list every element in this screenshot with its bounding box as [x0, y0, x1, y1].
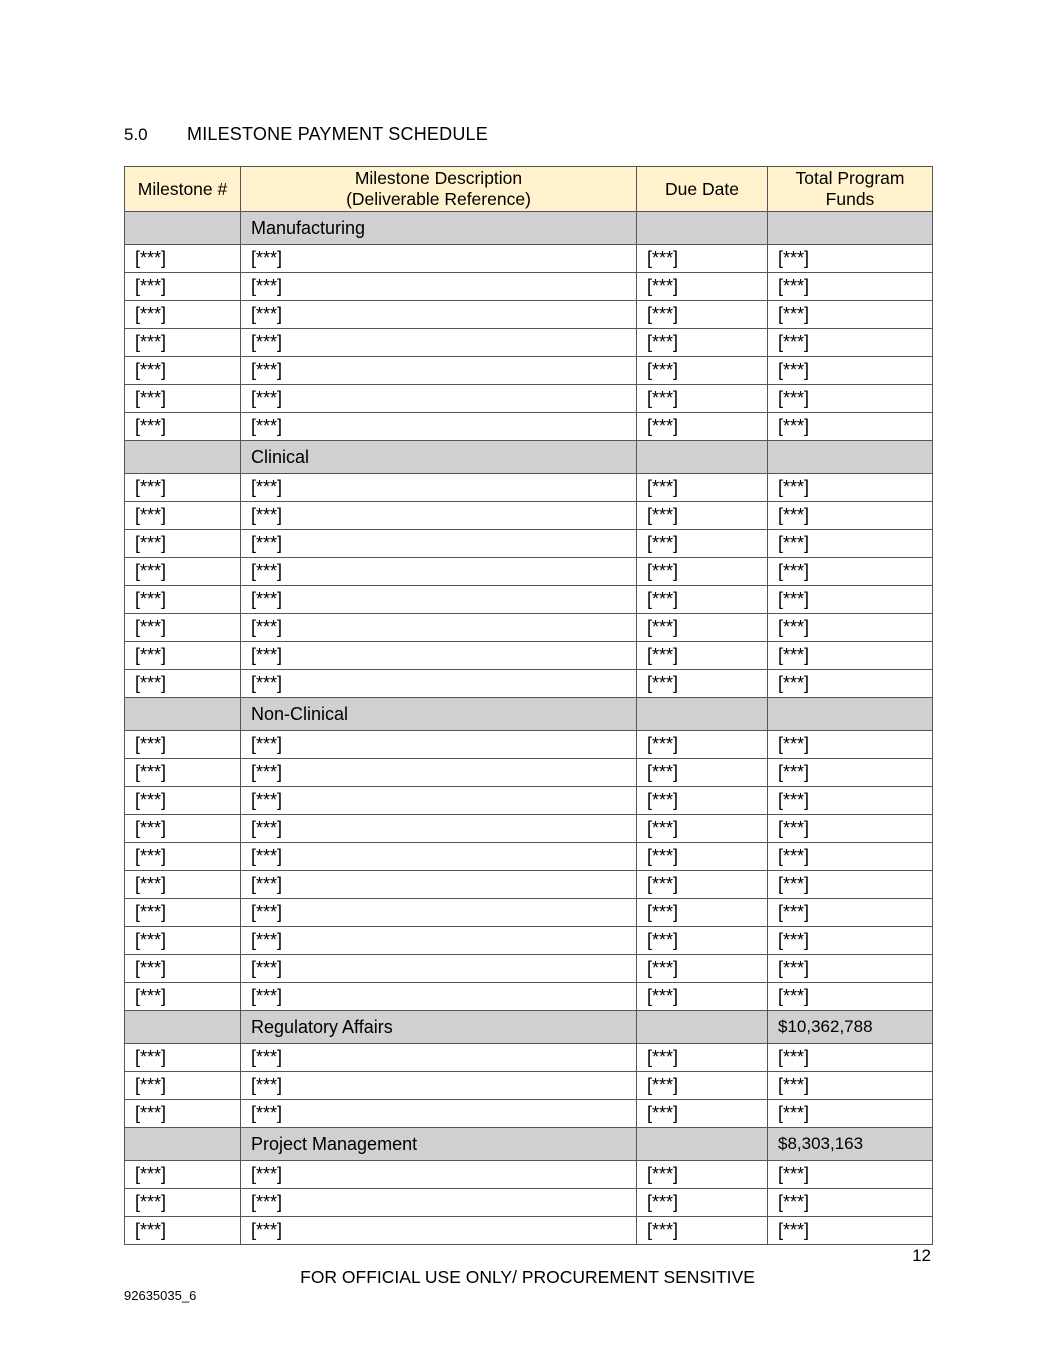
- milestone-cell: [***]: [125, 670, 241, 698]
- section-due-date-cell: [637, 212, 768, 245]
- funds-cell: [***]: [768, 530, 933, 558]
- funds-cell: [***]: [768, 245, 933, 273]
- due-date-cell: [***]: [637, 413, 768, 441]
- description-cell: [***]: [241, 955, 637, 983]
- section-total: [768, 441, 933, 474]
- description-cell: [***]: [241, 474, 637, 502]
- description-cell: [***]: [241, 843, 637, 871]
- milestone-cell: [***]: [125, 1072, 241, 1100]
- due-date-cell: [***]: [637, 558, 768, 586]
- table-row: [125, 731, 933, 759]
- header-due-date: Due Date: [637, 167, 768, 212]
- milestone-cell: [***]: [125, 558, 241, 586]
- due-date-cell: [***]: [637, 1189, 768, 1217]
- funds-cell: [***]: [768, 642, 933, 670]
- table-row: [125, 1072, 933, 1100]
- due-date-cell: [***]: [637, 1217, 768, 1245]
- table-row: [125, 614, 933, 642]
- table-row: [125, 843, 933, 871]
- due-date-cell: [***]: [637, 586, 768, 614]
- milestone-cell: [***]: [125, 1189, 241, 1217]
- section-total: [768, 698, 933, 731]
- due-date-cell: [***]: [637, 843, 768, 871]
- due-date-cell: [***]: [637, 983, 768, 1011]
- table-row: [125, 413, 933, 441]
- section-header-row: [125, 1011, 933, 1044]
- funds-cell: [***]: [768, 871, 933, 899]
- description-cell: [***]: [241, 413, 637, 441]
- table-row: [125, 530, 933, 558]
- due-date-cell: [***]: [637, 530, 768, 558]
- milestone-cell: [***]: [125, 955, 241, 983]
- milestone-cell: [***]: [125, 1161, 241, 1189]
- table-row: [125, 1161, 933, 1189]
- description-cell: [***]: [241, 245, 637, 273]
- description-cell: [***]: [241, 502, 637, 530]
- table-row: [125, 899, 933, 927]
- description-cell: [***]: [241, 273, 637, 301]
- milestone-cell: [***]: [125, 301, 241, 329]
- section-name: Non-Clinical: [241, 698, 637, 731]
- description-cell: [***]: [241, 329, 637, 357]
- funds-cell: [***]: [768, 273, 933, 301]
- due-date-cell: [***]: [637, 787, 768, 815]
- table-row: [125, 586, 933, 614]
- due-date-cell: [***]: [637, 474, 768, 502]
- table-row: [125, 759, 933, 787]
- due-date-cell: [***]: [637, 670, 768, 698]
- milestone-cell: [***]: [125, 983, 241, 1011]
- due-date-cell: [***]: [637, 955, 768, 983]
- due-date-cell: [***]: [637, 301, 768, 329]
- funds-cell: [***]: [768, 502, 933, 530]
- header-funds: [768, 167, 933, 212]
- table-header-row: [125, 167, 933, 212]
- due-date-cell: [***]: [637, 245, 768, 273]
- description-cell: [***]: [241, 927, 637, 955]
- milestone-cell: [***]: [125, 1217, 241, 1245]
- due-date-cell: [***]: [637, 385, 768, 413]
- milestone-cell: [***]: [125, 273, 241, 301]
- section-milestone-cell: [125, 1011, 241, 1044]
- due-date-cell: [***]: [637, 1161, 768, 1189]
- description-cell: [***]: [241, 731, 637, 759]
- header-description: [241, 167, 637, 212]
- milestone-cell: [***]: [125, 530, 241, 558]
- milestone-cell: [***]: [125, 385, 241, 413]
- due-date-cell: [***]: [637, 1072, 768, 1100]
- funds-cell: [***]: [768, 385, 933, 413]
- classification-footer: FOR OFFICIAL USE ONLY/ PROCUREMENT SENSITIVE: [300, 1267, 755, 1287]
- milestone-cell: [***]: [125, 502, 241, 530]
- section-due-date-cell: [637, 1011, 768, 1044]
- funds-cell: [***]: [768, 474, 933, 502]
- section-milestone-cell: [125, 698, 241, 731]
- description-cell: [***]: [241, 871, 637, 899]
- section-header-row: [125, 212, 933, 245]
- milestone-payment-table: [124, 166, 933, 1245]
- funds-cell: [***]: [768, 843, 933, 871]
- table-row: [125, 474, 933, 502]
- table-row: [125, 1044, 933, 1072]
- description-cell: [***]: [241, 1100, 637, 1128]
- funds-cell: [***]: [768, 983, 933, 1011]
- table-body: [125, 212, 933, 1245]
- due-date-cell: [***]: [637, 1100, 768, 1128]
- section-name: Manufacturing: [241, 212, 637, 245]
- milestone-cell: [***]: [125, 1100, 241, 1128]
- document-id: 92635035_6: [124, 1288, 197, 1303]
- table-row: [125, 787, 933, 815]
- funds-cell: [***]: [768, 1044, 933, 1072]
- due-date-cell: [***]: [637, 815, 768, 843]
- milestone-cell: [***]: [125, 413, 241, 441]
- funds-cell: [***]: [768, 1161, 933, 1189]
- milestone-cell: [***]: [125, 927, 241, 955]
- section-milestone-cell: [125, 441, 241, 474]
- table-row: [125, 357, 933, 385]
- milestone-cell: [***]: [125, 843, 241, 871]
- description-cell: [***]: [241, 1044, 637, 1072]
- section-total: $8,303,163: [768, 1128, 933, 1161]
- funds-cell: [***]: [768, 1100, 933, 1128]
- section-due-date-cell: [637, 1128, 768, 1161]
- section-due-date-cell: [637, 441, 768, 474]
- table-row: [125, 301, 933, 329]
- funds-cell: [***]: [768, 731, 933, 759]
- table-row: [125, 871, 933, 899]
- due-date-cell: [***]: [637, 502, 768, 530]
- header-description-line2: (Deliverable Reference): [346, 189, 531, 209]
- description-cell: [***]: [241, 670, 637, 698]
- table-row: [125, 670, 933, 698]
- table-row: [125, 558, 933, 586]
- funds-cell: [***]: [768, 329, 933, 357]
- table-row: [125, 983, 933, 1011]
- due-date-cell: [***]: [637, 731, 768, 759]
- page-number: 12: [912, 1246, 931, 1265]
- funds-cell: [***]: [768, 815, 933, 843]
- milestone-cell: [***]: [125, 787, 241, 815]
- table-row: [125, 502, 933, 530]
- section-name: Project Management: [241, 1128, 637, 1161]
- description-cell: [***]: [241, 899, 637, 927]
- table-row: [125, 1189, 933, 1217]
- milestone-cell: [***]: [125, 871, 241, 899]
- description-cell: [***]: [241, 759, 637, 787]
- due-date-cell: [***]: [637, 614, 768, 642]
- milestone-cell: [***]: [125, 614, 241, 642]
- table-row: [125, 1217, 933, 1245]
- funds-cell: [***]: [768, 614, 933, 642]
- milestone-cell: [***]: [125, 329, 241, 357]
- table-row: [125, 642, 933, 670]
- section-milestone-cell: [125, 212, 241, 245]
- due-date-cell: [***]: [637, 273, 768, 301]
- table-row: [125, 245, 933, 273]
- section-name: Regulatory Affairs: [241, 1011, 637, 1044]
- due-date-cell: [***]: [637, 899, 768, 927]
- section-due-date-cell: [637, 698, 768, 731]
- description-cell: [***]: [241, 385, 637, 413]
- milestone-cell: [***]: [125, 474, 241, 502]
- description-cell: [***]: [241, 301, 637, 329]
- funds-cell: [***]: [768, 1072, 933, 1100]
- funds-cell: [***]: [768, 413, 933, 441]
- header-description-line1: Milestone Description: [354, 168, 523, 188]
- description-cell: [***]: [241, 1161, 637, 1189]
- description-cell: [***]: [241, 787, 637, 815]
- milestone-cell: [***]: [125, 815, 241, 843]
- due-date-cell: [***]: [637, 1044, 768, 1072]
- due-date-cell: [***]: [637, 642, 768, 670]
- section-number: 5.0: [124, 125, 148, 144]
- funds-cell: [***]: [768, 357, 933, 385]
- description-cell: [***]: [241, 1072, 637, 1100]
- funds-cell: [***]: [768, 787, 933, 815]
- milestone-cell: [***]: [125, 357, 241, 385]
- due-date-cell: [***]: [637, 329, 768, 357]
- section-name: Clinical: [241, 441, 637, 474]
- milestone-cell: [***]: [125, 245, 241, 273]
- section-header-row: [125, 698, 933, 731]
- section-milestone-cell: [125, 1128, 241, 1161]
- milestone-cell: [***]: [125, 899, 241, 927]
- description-cell: [***]: [241, 558, 637, 586]
- due-date-cell: [***]: [637, 357, 768, 385]
- header-funds-line2: Funds: [825, 189, 875, 209]
- section-heading: [124, 124, 488, 145]
- milestone-cell: [***]: [125, 586, 241, 614]
- description-cell: [***]: [241, 357, 637, 385]
- description-cell: [***]: [241, 614, 637, 642]
- funds-cell: [***]: [768, 558, 933, 586]
- milestone-cell: [***]: [125, 1044, 241, 1072]
- section-header-row: [125, 1128, 933, 1161]
- funds-cell: [***]: [768, 670, 933, 698]
- table-row: [125, 955, 933, 983]
- table-row: [125, 927, 933, 955]
- funds-cell: [***]: [768, 586, 933, 614]
- section-header-row: [125, 441, 933, 474]
- table-row: [125, 273, 933, 301]
- description-cell: [***]: [241, 1189, 637, 1217]
- funds-cell: [***]: [768, 927, 933, 955]
- section-total: [768, 212, 933, 245]
- funds-cell: [***]: [768, 899, 933, 927]
- table-row: [125, 385, 933, 413]
- description-cell: [***]: [241, 815, 637, 843]
- milestone-cell: [***]: [125, 731, 241, 759]
- due-date-cell: [***]: [637, 759, 768, 787]
- funds-cell: [***]: [768, 1189, 933, 1217]
- section-title: MILESTONE PAYMENT SCHEDULE: [187, 124, 488, 144]
- milestone-cell: [***]: [125, 759, 241, 787]
- funds-cell: [***]: [768, 1217, 933, 1245]
- milestone-cell: [***]: [125, 642, 241, 670]
- funds-cell: [***]: [768, 759, 933, 787]
- description-cell: [***]: [241, 530, 637, 558]
- header-funds-line1: Total Program: [795, 168, 905, 188]
- table-row: [125, 329, 933, 357]
- section-total: $10,362,788: [768, 1011, 933, 1044]
- description-cell: [***]: [241, 642, 637, 670]
- due-date-cell: [***]: [637, 927, 768, 955]
- table-row: [125, 815, 933, 843]
- table-row: [125, 1100, 933, 1128]
- description-cell: [***]: [241, 983, 637, 1011]
- description-cell: [***]: [241, 586, 637, 614]
- header-milestone: Milestone #: [125, 167, 241, 212]
- funds-cell: [***]: [768, 955, 933, 983]
- funds-cell: [***]: [768, 301, 933, 329]
- due-date-cell: [***]: [637, 871, 768, 899]
- description-cell: [***]: [241, 1217, 637, 1245]
